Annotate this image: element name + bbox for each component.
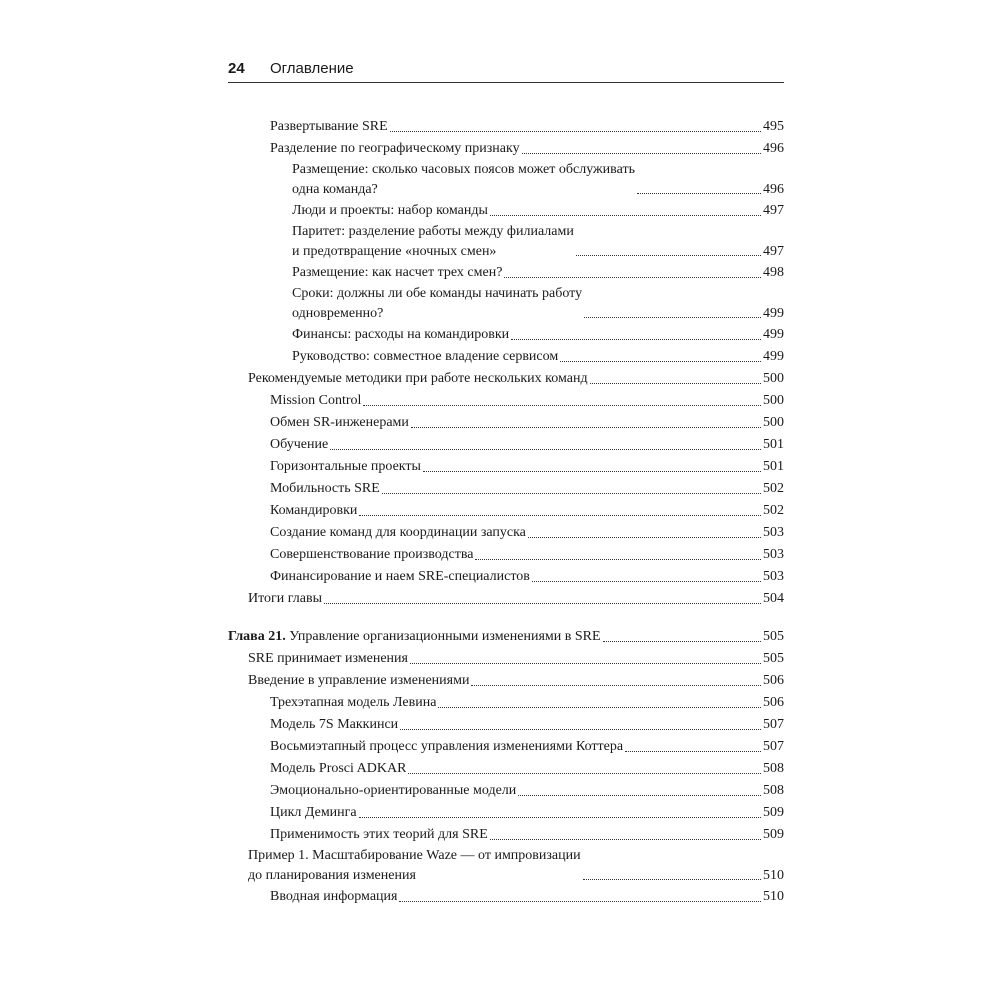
- toc-entry-title: [270, 456, 421, 478]
- toc-entry[interactable]: [228, 566, 784, 588]
- toc-block-2: [228, 648, 784, 908]
- toc-entry[interactable]: [228, 160, 784, 200]
- toc-page-number: 499: [763, 327, 784, 342]
- toc-page-number: 506: [763, 673, 784, 688]
- toc-entry-title-line: и предотвращение «ночных смен»: [292, 244, 497, 259]
- toc-entry-title: [270, 412, 409, 434]
- toc-entry[interactable]: [228, 780, 784, 802]
- toc-entry-title: [270, 780, 516, 802]
- dot-leader: [359, 817, 761, 818]
- toc-entry[interactable]: [228, 478, 784, 500]
- toc-entry-title-line: Пример 1. Масштабирование Waze — от импровизации: [248, 848, 581, 863]
- toc-entry[interactable]: [228, 262, 784, 284]
- dot-leader: [583, 879, 761, 880]
- toc-entry-title: [270, 500, 357, 522]
- dot-leader: [528, 537, 761, 538]
- dot-leader: [590, 383, 761, 384]
- toc-entry[interactable]: [228, 544, 784, 566]
- dot-leader: [576, 255, 761, 256]
- toc-entry[interactable]: [228, 434, 784, 456]
- toc-entry-title: [292, 160, 635, 200]
- dot-leader: [411, 427, 761, 428]
- toc-page-number: 503: [763, 547, 784, 562]
- chapter-page-number: 505: [763, 629, 784, 644]
- toc-entry[interactable]: [228, 116, 784, 138]
- toc-entry[interactable]: [228, 802, 784, 824]
- toc-entry-title: [270, 736, 623, 758]
- toc-entry-title-line: Финансы: расходы на командировки: [292, 327, 510, 342]
- toc-entry-title: [248, 846, 581, 886]
- toc-entry-title: [270, 544, 473, 566]
- toc-page-number: 499: [763, 349, 784, 364]
- toc-entry[interactable]: [228, 846, 784, 886]
- dot-leader: [400, 729, 761, 730]
- dot-leader: [438, 707, 761, 708]
- toc-entry-title-line: Трехэтапная модель Левина: [270, 695, 437, 710]
- dot-leader: [532, 581, 761, 582]
- toc-entry-title: [270, 758, 406, 780]
- dot-leader: [560, 361, 761, 362]
- toc-entry[interactable]: [228, 456, 784, 478]
- toc-entry[interactable]: [228, 368, 784, 390]
- toc-entry-title: [270, 802, 357, 824]
- toc-entry-title-line: Паритет: разделение работы между филиалами: [292, 224, 574, 239]
- toc-entry[interactable]: [228, 758, 784, 780]
- dot-leader: [522, 153, 761, 154]
- toc-entry-title-line: Введение в управление изменениями: [248, 673, 470, 688]
- dot-leader: [625, 751, 761, 752]
- toc-entry-title-line: Разделение по географическому признаку: [270, 141, 520, 156]
- toc-entry-title: [248, 588, 322, 610]
- toc-block-1: [228, 116, 784, 610]
- chapter-title: Управление организационными изменениями в SRE: [289, 629, 601, 644]
- toc-page-number: 504: [763, 591, 784, 606]
- toc-entry-title: [270, 478, 380, 500]
- toc-page-number: 500: [763, 393, 784, 408]
- dot-leader: [475, 559, 761, 560]
- table-of-contents: [228, 116, 784, 908]
- toc-entry[interactable]: [228, 390, 784, 412]
- toc-entry-title: [270, 714, 398, 736]
- toc-entry-title: [270, 824, 488, 846]
- toc-page-number: 508: [763, 761, 784, 776]
- header-rule: [228, 82, 784, 83]
- page-number: 24: [228, 60, 245, 77]
- toc-entry-title: [292, 284, 582, 324]
- dot-leader: [490, 215, 761, 216]
- toc-entry-title-line: одна команда?: [292, 182, 378, 197]
- toc-entry-title: [270, 886, 397, 908]
- chapter-heading: [228, 626, 601, 648]
- toc-entry-title-line: Руководство: совместное владение сервисом: [292, 349, 559, 364]
- dot-leader: [359, 515, 761, 516]
- toc-entry[interactable]: [228, 412, 784, 434]
- toc-entry[interactable]: [228, 222, 784, 262]
- toc-entry-title-line: Горизонтальные проекты: [270, 459, 421, 474]
- toc-entry[interactable]: [228, 648, 784, 670]
- toc-entry-title-line: Совершенствование производства: [270, 547, 474, 562]
- toc-entry-title: [292, 346, 558, 368]
- running-head: [228, 58, 784, 80]
- toc-entry[interactable]: [228, 522, 784, 544]
- dot-leader: [584, 317, 761, 318]
- toc-entry-title-line: Модель Prosci ADKAR: [270, 761, 407, 776]
- dot-leader: [504, 277, 761, 278]
- toc-page-number: 506: [763, 695, 784, 710]
- toc-page-number: 501: [763, 459, 784, 474]
- toc-page-number: 499: [763, 306, 784, 321]
- toc-entry-title-line: Применимость этих теорий для SRE: [270, 827, 488, 842]
- toc-entry[interactable]: [228, 346, 784, 368]
- toc-page-number: 501: [763, 437, 784, 452]
- toc-entry[interactable]: [228, 736, 784, 758]
- toc-entry-title-line: Эмоционально-ориентированные модели: [270, 783, 517, 798]
- dot-leader: [390, 131, 761, 132]
- toc-entry-title-line: Mission Control: [270, 393, 362, 408]
- dot-leader: [399, 901, 761, 902]
- toc-entry-title-line: Размещение: сколько часовых поясов может обслуживать: [292, 162, 635, 177]
- toc-page-number: 498: [763, 265, 784, 280]
- toc-page-number: 502: [763, 481, 784, 496]
- toc-entry[interactable]: [228, 824, 784, 846]
- toc-entry-title-line: одновременно?: [292, 306, 384, 321]
- dot-leader: [324, 603, 761, 604]
- toc-entry-title-line: Модель 7S Маккинси: [270, 717, 399, 732]
- chapter-label: Глава 21.: [228, 629, 286, 644]
- toc-page-number: 507: [763, 717, 784, 732]
- toc-entry-title-line: Цикл Деминга: [270, 805, 357, 820]
- toc-entry-title-line: Мобильность SRE: [270, 481, 380, 496]
- dot-leader: [423, 471, 761, 472]
- toc-page-number: 496: [763, 141, 784, 156]
- toc-page-number: 500: [763, 371, 784, 386]
- toc-entry[interactable]: [228, 692, 784, 714]
- toc-page-number: 500: [763, 415, 784, 430]
- toc-entry-title-line: Восьмиэтапный процесс управления изменениями Коттера: [270, 739, 624, 754]
- toc-page-number: 496: [763, 182, 784, 197]
- dot-leader: [511, 339, 761, 340]
- dot-leader: [382, 493, 761, 494]
- toc-page-number: 509: [763, 827, 784, 842]
- dot-leader: [410, 663, 761, 664]
- toc-entry-title-line: Размещение: как насчет трех смен?: [292, 265, 503, 280]
- toc-entry-title: [270, 138, 520, 160]
- toc-page-number: 510: [763, 889, 784, 904]
- toc-entry-title-line: Обмен SR-инженерами: [270, 415, 409, 430]
- toc-entry[interactable]: [228, 324, 784, 346]
- toc-entry[interactable]: [228, 500, 784, 522]
- dot-leader: [490, 839, 761, 840]
- toc-page-number: 495: [763, 119, 784, 134]
- toc-entry-title: [270, 390, 361, 412]
- toc-entry-title: [270, 116, 388, 138]
- toc-entry-title-line: Финансирование и наем SRE-специалистов: [270, 569, 530, 584]
- dot-leader: [603, 641, 761, 642]
- toc-entry-title: [270, 434, 328, 456]
- toc-entry-title-line: Командировки: [270, 503, 358, 518]
- toc-entry-title: [248, 670, 469, 692]
- toc-entry-title: [248, 368, 588, 390]
- toc-page-number: 503: [763, 525, 784, 540]
- toc-page-number: 507: [763, 739, 784, 754]
- toc-entry-title-line: Обучение: [270, 437, 329, 452]
- chapter-entry[interactable]: [228, 626, 784, 648]
- toc-entry-title-line: Создание команд для координации запуска: [270, 525, 526, 540]
- toc-entry[interactable]: [228, 284, 784, 324]
- toc-page-number: 510: [763, 868, 784, 883]
- toc-entry-title-line: Итоги главы: [248, 591, 323, 606]
- dot-leader: [408, 773, 761, 774]
- toc-entry-title-line: Люди и проекты: набор команды: [292, 203, 488, 218]
- dot-leader: [637, 193, 761, 194]
- toc-entry[interactable]: [228, 886, 784, 908]
- dot-leader: [518, 795, 761, 796]
- toc-entry-title: [292, 200, 488, 222]
- toc-entry-title: [270, 522, 526, 544]
- toc-entry-title-line: Развертывание SRE: [270, 119, 388, 134]
- toc-entry-title-line: Сроки: должны ли обе команды начинать работу: [292, 286, 583, 301]
- toc-page-number: 505: [763, 651, 784, 666]
- toc-entry[interactable]: [228, 200, 784, 222]
- toc-entry-title-line: SRE принимает изменения: [248, 651, 408, 666]
- toc-entry[interactable]: [228, 670, 784, 692]
- toc-page-number: 502: [763, 503, 784, 518]
- toc-page-number: 509: [763, 805, 784, 820]
- toc-page-number: 497: [763, 203, 784, 218]
- dot-leader: [330, 449, 761, 450]
- toc-entry-title: [292, 324, 509, 346]
- toc-entry-title: [292, 262, 502, 284]
- dot-leader: [471, 685, 761, 686]
- section-title: Оглавление: [270, 60, 354, 77]
- toc-entry[interactable]: [228, 138, 784, 160]
- toc-page-number: 503: [763, 569, 784, 584]
- toc-entry-title: [270, 566, 530, 588]
- toc-entry-title-line: Вводная информация: [270, 889, 398, 904]
- toc-entry-title: [248, 648, 408, 670]
- toc-entry[interactable]: [228, 714, 784, 736]
- toc-entry[interactable]: [228, 588, 784, 610]
- toc-page-number: 508: [763, 783, 784, 798]
- toc-entry-title-line: Рекомендуемые методики при работе нескольких команд: [248, 371, 588, 386]
- toc-page-number: 497: [763, 244, 784, 259]
- toc-entry-title: [292, 222, 574, 262]
- dot-leader: [363, 405, 761, 406]
- chapter-gap: [228, 610, 784, 626]
- toc-entry-title-line: до планирования изменения: [248, 868, 416, 883]
- toc-entry-title: [270, 692, 436, 714]
